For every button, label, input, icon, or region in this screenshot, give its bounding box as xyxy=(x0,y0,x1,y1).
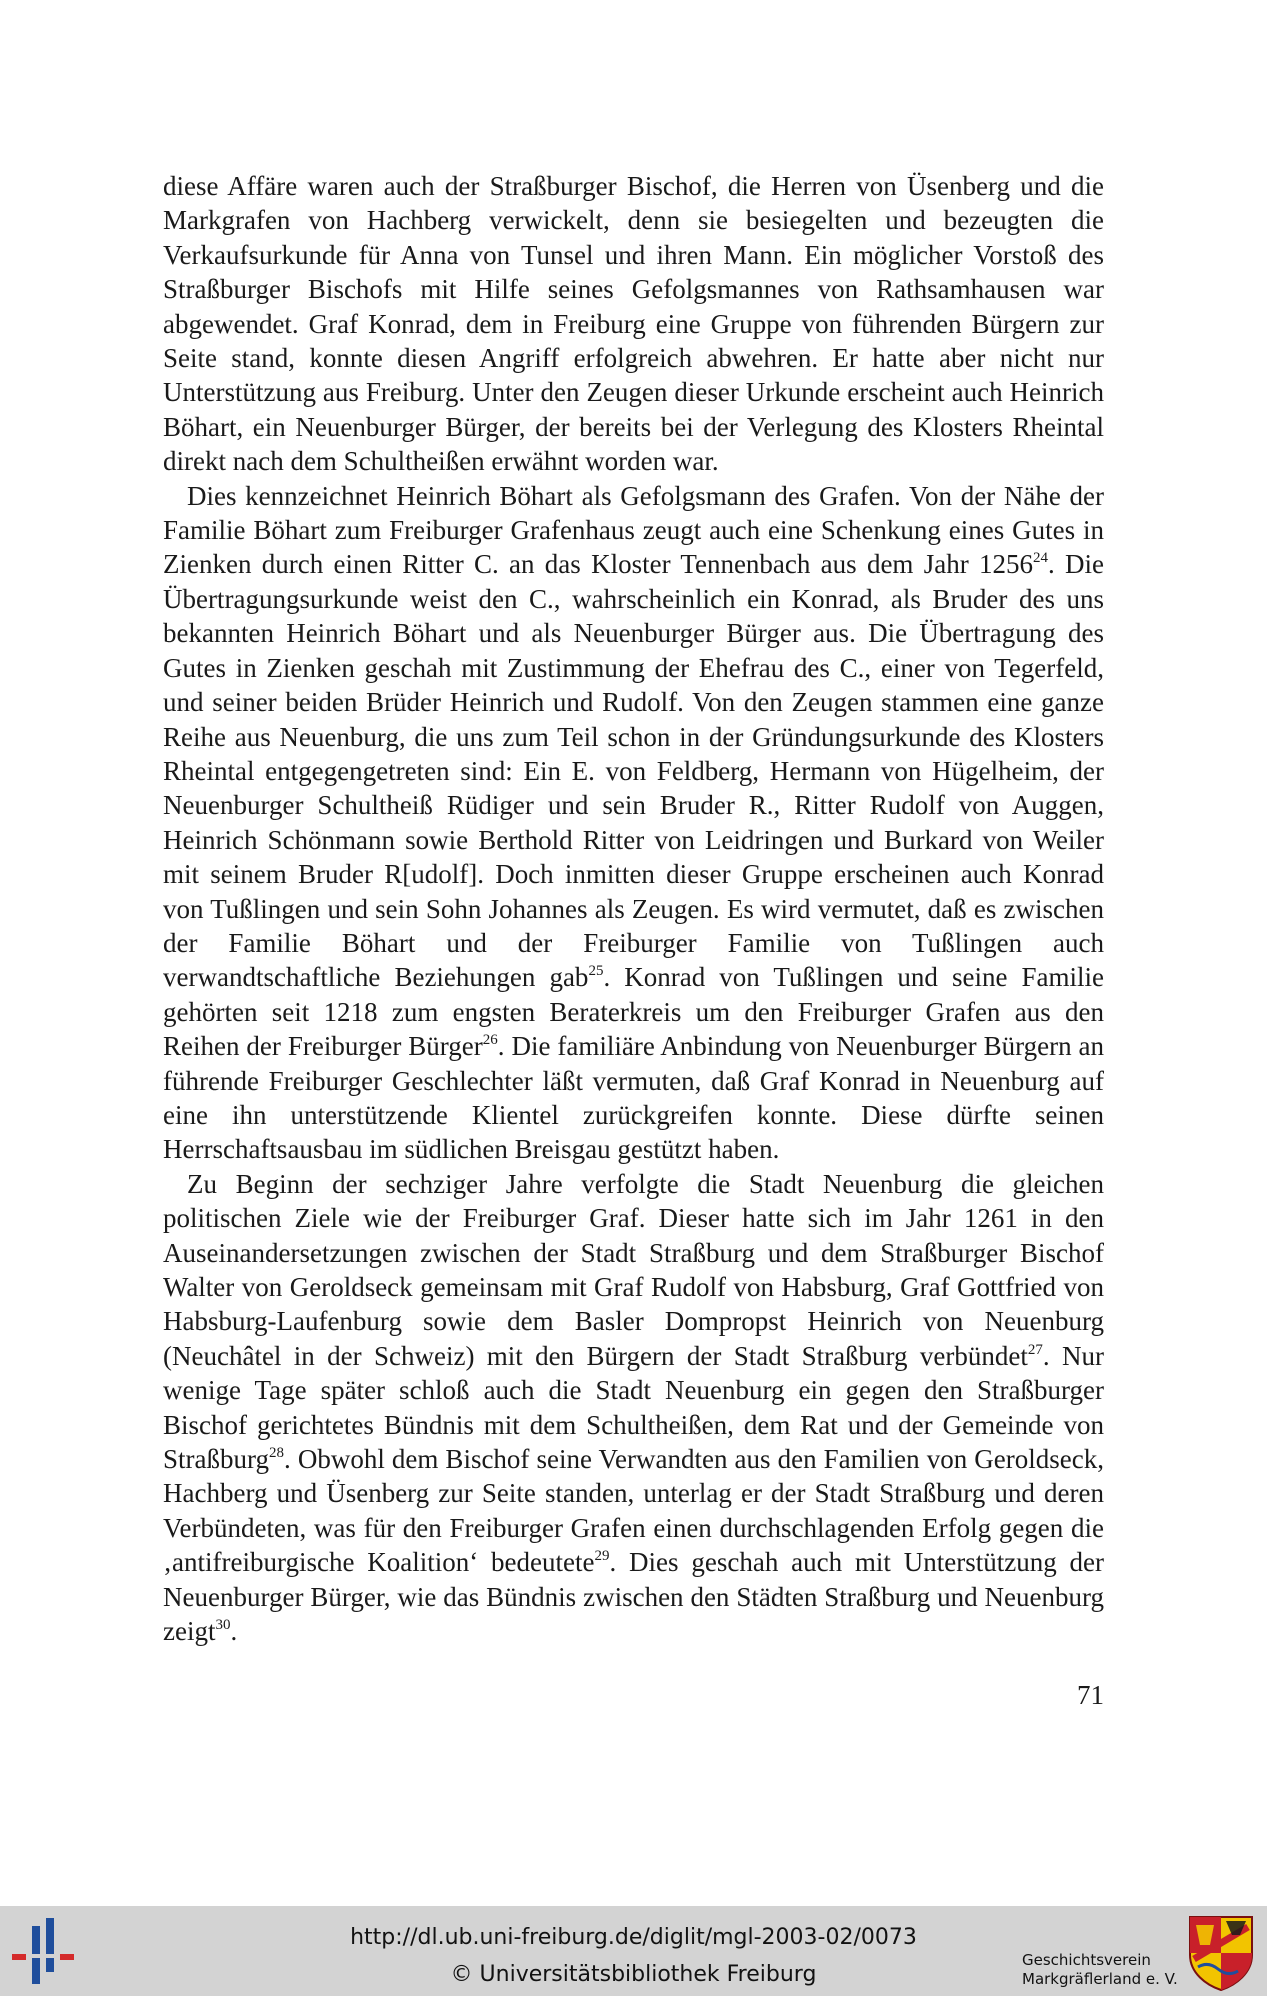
paragraph-text: . Nur wenige Tage später schloß auch die Stadt Neuenburg ein gegen den Straßburger Bischof gerichtetes Bündnis mit dem Schultheißen, dem Rat und der Gemeinde von Straßburg xyxy=(163,1340,1104,1475)
paragraph-text: Dies kennzeichnet Heinrich Böhart als Gefolgsmann des Grafen. Von der Nähe der Familie Böhart zum Freiburger Grafenhaus zeugt auch eine Schenkung eines Gutes in Zienken durch einen Ritter C. an das Kloster Tennenbach aus dem Jahr 1256 xyxy=(163,480,1104,580)
footer-copyright: © Universitätsbibliothek Freiburg xyxy=(450,1962,817,1987)
footer-url-link[interactable]: http://dl.ub.uni-freiburg.de/diglit/mgl-2003-02/0073 xyxy=(350,1925,917,1950)
paragraph-text: . Die familiäre Anbindung von Neuenburger Bürgern an führende Freiburger Geschlechter läßt vermuten, daß Graf Konrad in Neuenburg auf eine ihn unterstützende Klientel zurückgreifen konnte. Diese dürfte seinen Herrschaftsausbau im südlichen Breisgau gestützt haben. xyxy=(163,1031,1104,1165)
paragraph-text: . Dies geschah auch mit Unterstützung der Neuenburger Bürger, wie das Bündnis zwischen den Städten Straßburg und Neuenburg zeigt xyxy=(163,1547,1104,1647)
paragraph xyxy=(163,1167,1104,1649)
footnote-reference: 27 xyxy=(1027,1341,1043,1358)
footnote-reference: 29 xyxy=(594,1548,610,1565)
paragraph xyxy=(163,169,1104,479)
organization-name xyxy=(1022,1951,1182,1989)
footnote-reference: 30 xyxy=(215,1617,231,1634)
footnote-reference: 24 xyxy=(1032,550,1048,567)
paragraph-text: Zu Beginn der sechziger Jahre verfolgte die Stadt Neuenburg die gleichen politischen Ziele wie der Freiburger Graf. Dieser hatte sich im Jahr 1261 in den Auseinandersetzungen zwischen der Stadt Straßburg und dem Straßburger Bischof Walter von Geroldseck gemeinsam mit Graf Rudolf von Habsburg, Graf Gottfried von Habsburg-Laufenburg sowie dem Basler Dompropst Heinrich von Neuenburg (Neuchâtel in der Schweiz) mit den Bürgern der Stadt Straßburg verbündet xyxy=(163,1168,1104,1371)
footnote-reference: 28 xyxy=(269,1445,284,1462)
footnote-reference: 25 xyxy=(588,963,604,980)
paragraph-text: diese Affäre waren auch der Straßburger Bischof, die Herren von Üsenberg und die Markgrafen von Hachberg verwickelt, denn sie besiegelten und bezeugten die Verkaufsurkunde für Anna von Tunsel und ihren Mann. Ein möglicher Vorstoß des Straßburger Bischofs mit Hilfe seines Gefolgsmannes von Rathsamhausen war abgewendet. Graf Konrad, dem in Freiburg eine Gruppe von führenden Bürgern zur Seite stand, konnte diesen Angriff erfolgreich abwehren. Er hatte aber nicht nur Unterstützung aus Freiburg. Unter den Zeugen dieser Urkunde erscheint auch Heinrich Böhart, ein Neuenburger Bürger, der bereits bei der Verlegung des Klosters Rheintal direkt nach dem Schultheißen erwähnt worden war. xyxy=(163,171,1104,477)
organization-name-line1: Geschichtsverein xyxy=(1022,1951,1151,1969)
geschichtsverein-crest-icon xyxy=(1188,1915,1254,1991)
page-number: 71 xyxy=(1077,1680,1104,1710)
organization-name-line2: Markgräflerland e. V. xyxy=(1022,1970,1178,1988)
body-text xyxy=(163,169,1104,1648)
paragraph-text: . Die Übertragungsurkunde weist den C., wahrscheinlich ein Konrad, als Bruder des uns bekannten Heinrich Böhart und als Neuenburger Bürger aus. Die Übertragung des Gutes in Zienken geschah mit Zustimmung der Ehefrau des C., einer von Tegerfeld, und seiner beiden Brüder Heinrich und Rudolf. Von den Zeugen stammen eine ganze Reihe aus Neuenburg, die uns zum Teil schon in der Gründungsurkunde des Klosters Rheintal entgegengetreten sind: Ein E. von Feldberg, Hermann von Hügelheim, der Neuenburger Schultheiß Rüdiger und sein Bruder R., Ritter Rudolf von Auggen, Heinrich Schönmann sowie Berthold Ritter von Leidringen und Burkard von Weiler mit seinem Bruder R[udolf]. Doch inmitten dieser Gruppe erscheinen auch Konrad von Tußlingen und sein Sohn Johannes als Zeugen. Es wird vermutet, daß es zwischen der Familie Böhart und der Freiburger Familie von Tußlingen auch verwandtschaftliche Beziehungen gab xyxy=(163,549,1104,993)
paragraph-text: . Konrad von Tußlingen und seine Familie gehörten seit 1218 zum engsten Beraterkreis um den Freiburger Grafen aus den Reihen der Freiburger Bürger xyxy=(163,962,1104,1062)
footnote-reference: 26 xyxy=(482,1032,498,1049)
paragraph-text: . xyxy=(230,1616,238,1647)
paragraph-text: . Obwohl dem Bischof seine Verwandten aus den Familien von Geroldseck, Hachberg und Üsenberg zur Seite standen, unterlag er der Stadt Straßburg und deren Verbündeten, was für den Freiburger Grafen einen durchschlagenden Erfolg gegen die ‚antifreiburgische Koalition‘ bedeutete xyxy=(163,1444,1104,1578)
paragraph xyxy=(163,479,1104,1167)
